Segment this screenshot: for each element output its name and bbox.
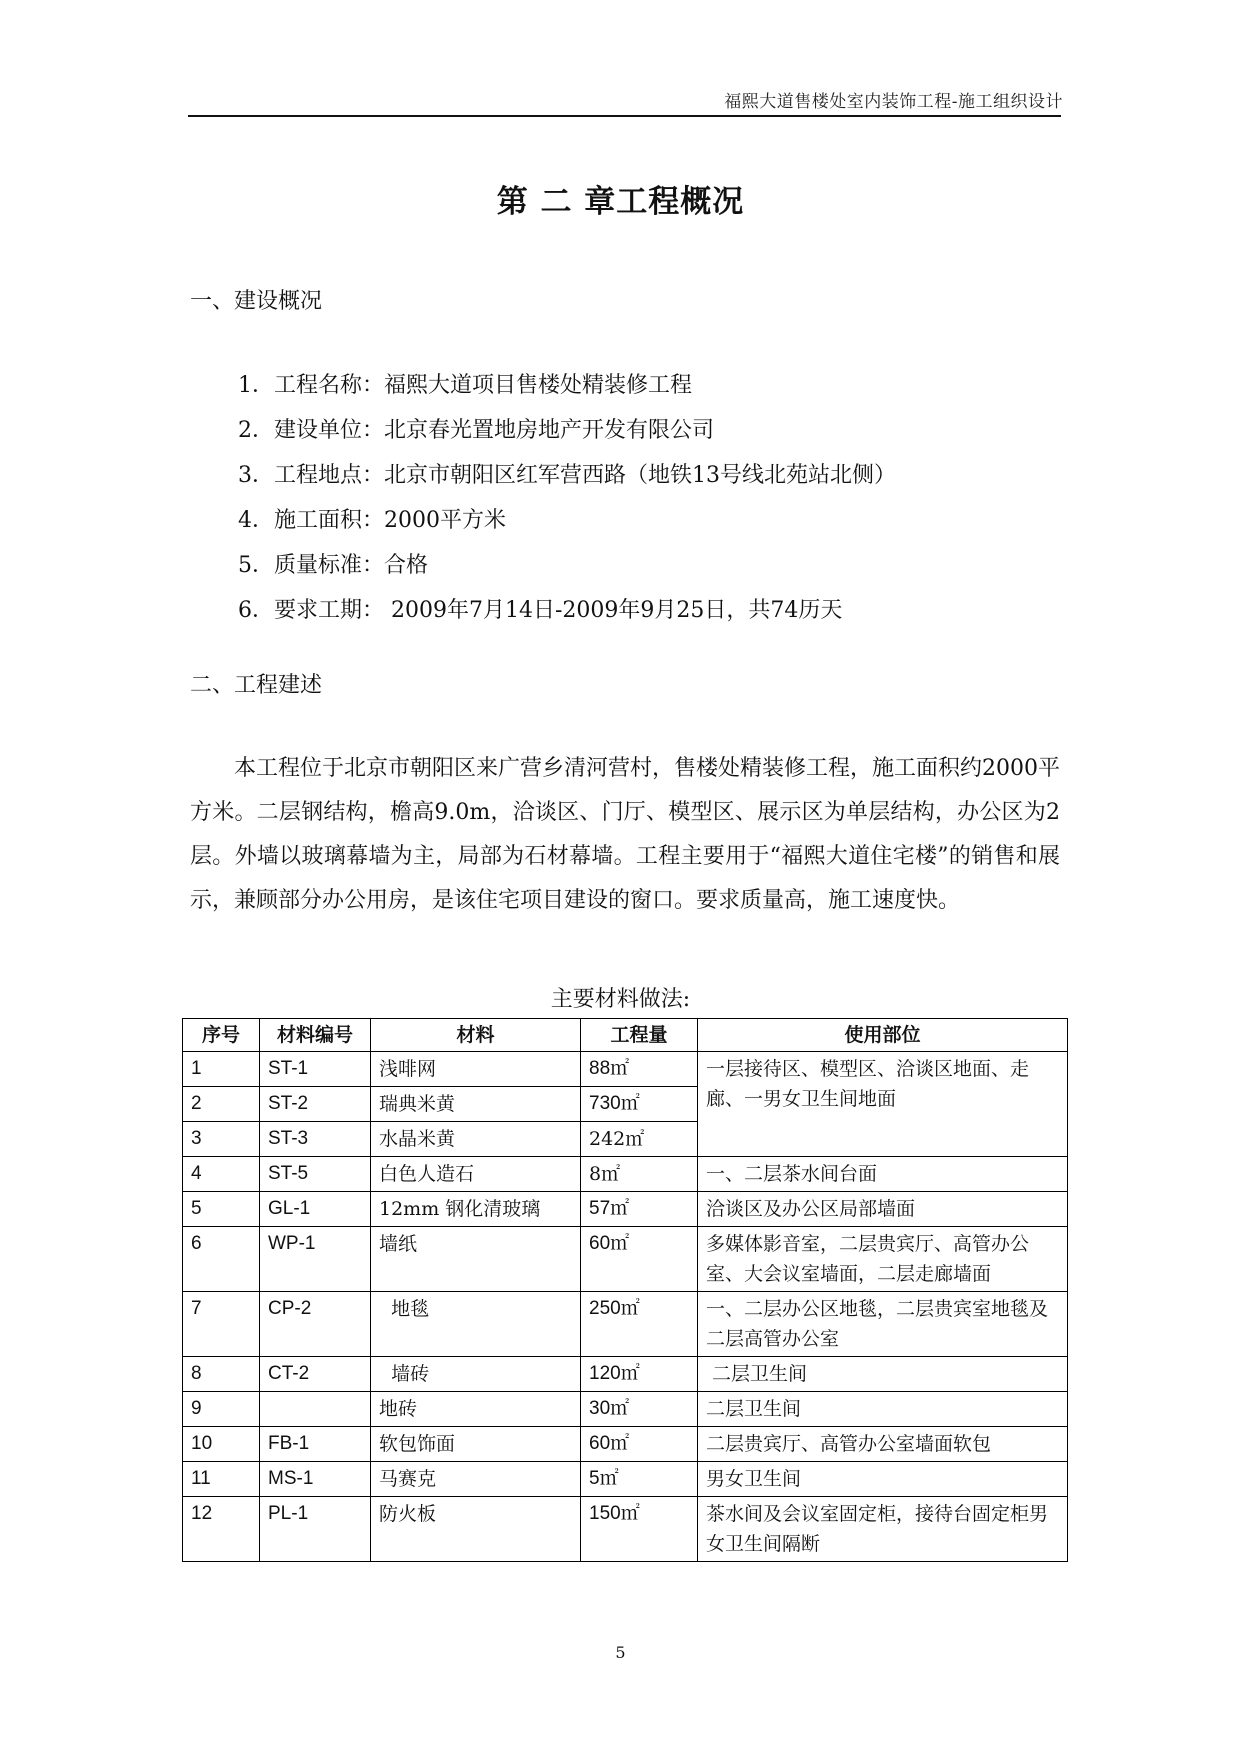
- table-row: [183, 1462, 1068, 1497]
- cell-quantity: 88㎡: [581, 1052, 698, 1087]
- header-code: 材料编号: [260, 1019, 371, 1052]
- cell-no: 2: [183, 1087, 260, 1122]
- cell-location: 二层贵宾厅、高管办公室墙面软包: [698, 1427, 1068, 1462]
- cell-code: ST-5: [260, 1157, 371, 1192]
- cell-no: 7: [183, 1292, 260, 1357]
- cell-no: 8: [183, 1357, 260, 1392]
- cell-code: ST-2: [260, 1087, 371, 1122]
- cell-code: FB-1: [260, 1427, 371, 1462]
- list-item-builder: 2．建设单位：北京春光置地房地产开发有限公司: [238, 418, 714, 443]
- cell-material: 软包饰面: [371, 1427, 581, 1462]
- table-row: [183, 1157, 1068, 1192]
- cell-material: 地毯: [371, 1292, 581, 1357]
- cell-location: 男女卫生间: [698, 1462, 1068, 1497]
- table-row: [183, 1392, 1068, 1427]
- cell-material: 墙纸: [371, 1227, 581, 1292]
- table-row: [183, 1227, 1068, 1292]
- list-item-location: 3．工程地点：北京市朝阳区红军营西路（地铁13号线北苑站北侧）: [238, 463, 896, 488]
- cell-location: 一、二层茶水间台面: [698, 1157, 1068, 1192]
- cell-material: 12mm 钢化清玻璃: [371, 1192, 581, 1227]
- cell-location: 多媒体影音室，二层贵宾厅、高管办公室、大会议室墙面，二层走廊墙面: [698, 1227, 1068, 1292]
- cell-no: 9: [183, 1392, 260, 1427]
- cell-material: 水晶米黄: [371, 1122, 581, 1157]
- section-heading-project-description: 二、工程建述: [190, 673, 323, 698]
- cell-code: CP-2: [260, 1292, 371, 1357]
- cell-quantity: 250㎡: [581, 1292, 698, 1357]
- project-description-paragraph: 本工程位于北京市朝阳区来广营乡清河营村，售楼处精装修工程，施工面积约2000平方米。二层钢结构，檐高9.0m，洽谈区、门厅、模型区、展示区为单层结构，办公区为2层。外墙以玻璃幕墙为主，局部为石材幕墙。工程主要用于“福熙大道住宅楼”的销售和展示，兼顾部分办公用房，是该住宅项目建设的窗口。要求质量高，施工速度快。: [190, 756, 1060, 913]
- cell-no: 12: [183, 1497, 260, 1562]
- cell-location: 洽谈区及办公区局部墙面: [698, 1192, 1068, 1227]
- header-no: 序号: [183, 1019, 260, 1052]
- header-location: 使用部位: [698, 1019, 1068, 1052]
- cell-code: [260, 1392, 371, 1427]
- table-caption: 主要材料做法:: [550, 987, 691, 1012]
- cell-no: 10: [183, 1427, 260, 1462]
- table-row: [183, 1427, 1068, 1462]
- chapter-title: 第 二 章工程概况: [496, 184, 745, 220]
- cell-no: 3: [183, 1122, 260, 1157]
- cell-quantity: 150㎡: [581, 1497, 698, 1562]
- cell-quantity: 60㎡: [581, 1227, 698, 1292]
- cell-quantity: 57㎡: [581, 1192, 698, 1227]
- table-row: [183, 1497, 1068, 1562]
- cell-code: MS-1: [260, 1462, 371, 1497]
- cell-material: 防火板: [371, 1497, 581, 1562]
- cell-location: 一、二层办公区地毯，二层贵宾室地毯及二层高管办公室: [698, 1292, 1068, 1357]
- cell-location: 茶水间及会议室固定柜，接待台固定柜男女卫生间隔断: [698, 1497, 1068, 1562]
- cell-material: 浅啡网: [371, 1052, 581, 1087]
- cell-no: 4: [183, 1157, 260, 1192]
- page-number: 5: [615, 1643, 626, 1662]
- table-row: [183, 1052, 1068, 1087]
- cell-material: 白色人造石: [371, 1157, 581, 1192]
- list-item-area: 4．施工面积：2000平方米: [238, 508, 506, 533]
- cell-code: GL-1: [260, 1192, 371, 1227]
- cell-no: 11: [183, 1462, 260, 1497]
- cell-code: ST-1: [260, 1052, 371, 1087]
- cell-no: 5: [183, 1192, 260, 1227]
- list-item-quality: 5．质量标准：合格: [238, 553, 428, 578]
- cell-quantity: 8㎡: [581, 1157, 698, 1192]
- cell-no: 6: [183, 1227, 260, 1292]
- cell-no: 1: [183, 1052, 260, 1087]
- materials-table: [182, 1018, 1068, 1562]
- cell-code: CT-2: [260, 1357, 371, 1392]
- cell-quantity: 5㎡: [581, 1462, 698, 1497]
- running-header: 福熙大道售楼处室内装饰工程-施工组织设计: [724, 92, 1063, 112]
- cell-code: WP-1: [260, 1227, 371, 1292]
- table-row: [183, 1357, 1068, 1392]
- section-heading-construction-overview: 一、建设概况: [190, 289, 323, 314]
- table-row: [183, 1192, 1068, 1227]
- cell-quantity: 120㎡: [581, 1357, 698, 1392]
- cell-material: 墙砖: [371, 1357, 581, 1392]
- header-rule: [188, 115, 1061, 117]
- cell-quantity: 60㎡: [581, 1427, 698, 1462]
- cell-location: 二层卫生间: [698, 1392, 1068, 1427]
- cell-quantity: 730㎡: [581, 1087, 698, 1122]
- cell-material: 马赛克: [371, 1462, 581, 1497]
- list-item-schedule: 6．要求工期： 2009年7月14日-2009年9月25日，共74历天: [238, 598, 843, 623]
- header-material: 材料: [371, 1019, 581, 1052]
- cell-material: 地砖: [371, 1392, 581, 1427]
- table-header-row: [183, 1019, 1068, 1052]
- cell-code: ST-3: [260, 1122, 371, 1157]
- header-quantity: 工程量: [581, 1019, 698, 1052]
- cell-material: 瑞典米黄: [371, 1087, 581, 1122]
- table-row: [183, 1292, 1068, 1357]
- cell-location: 一层接待区、模型区、洽谈区地面、走廊、一男女卫生间地面: [698, 1052, 1068, 1157]
- cell-location: 二层卫生间: [698, 1357, 1068, 1392]
- cell-code: PL-1: [260, 1497, 371, 1562]
- cell-quantity: 30㎡: [581, 1392, 698, 1427]
- cell-quantity: 242㎡: [581, 1122, 698, 1157]
- list-item-project-name: 1．工程名称：福熙大道项目售楼处精装修工程: [238, 373, 692, 398]
